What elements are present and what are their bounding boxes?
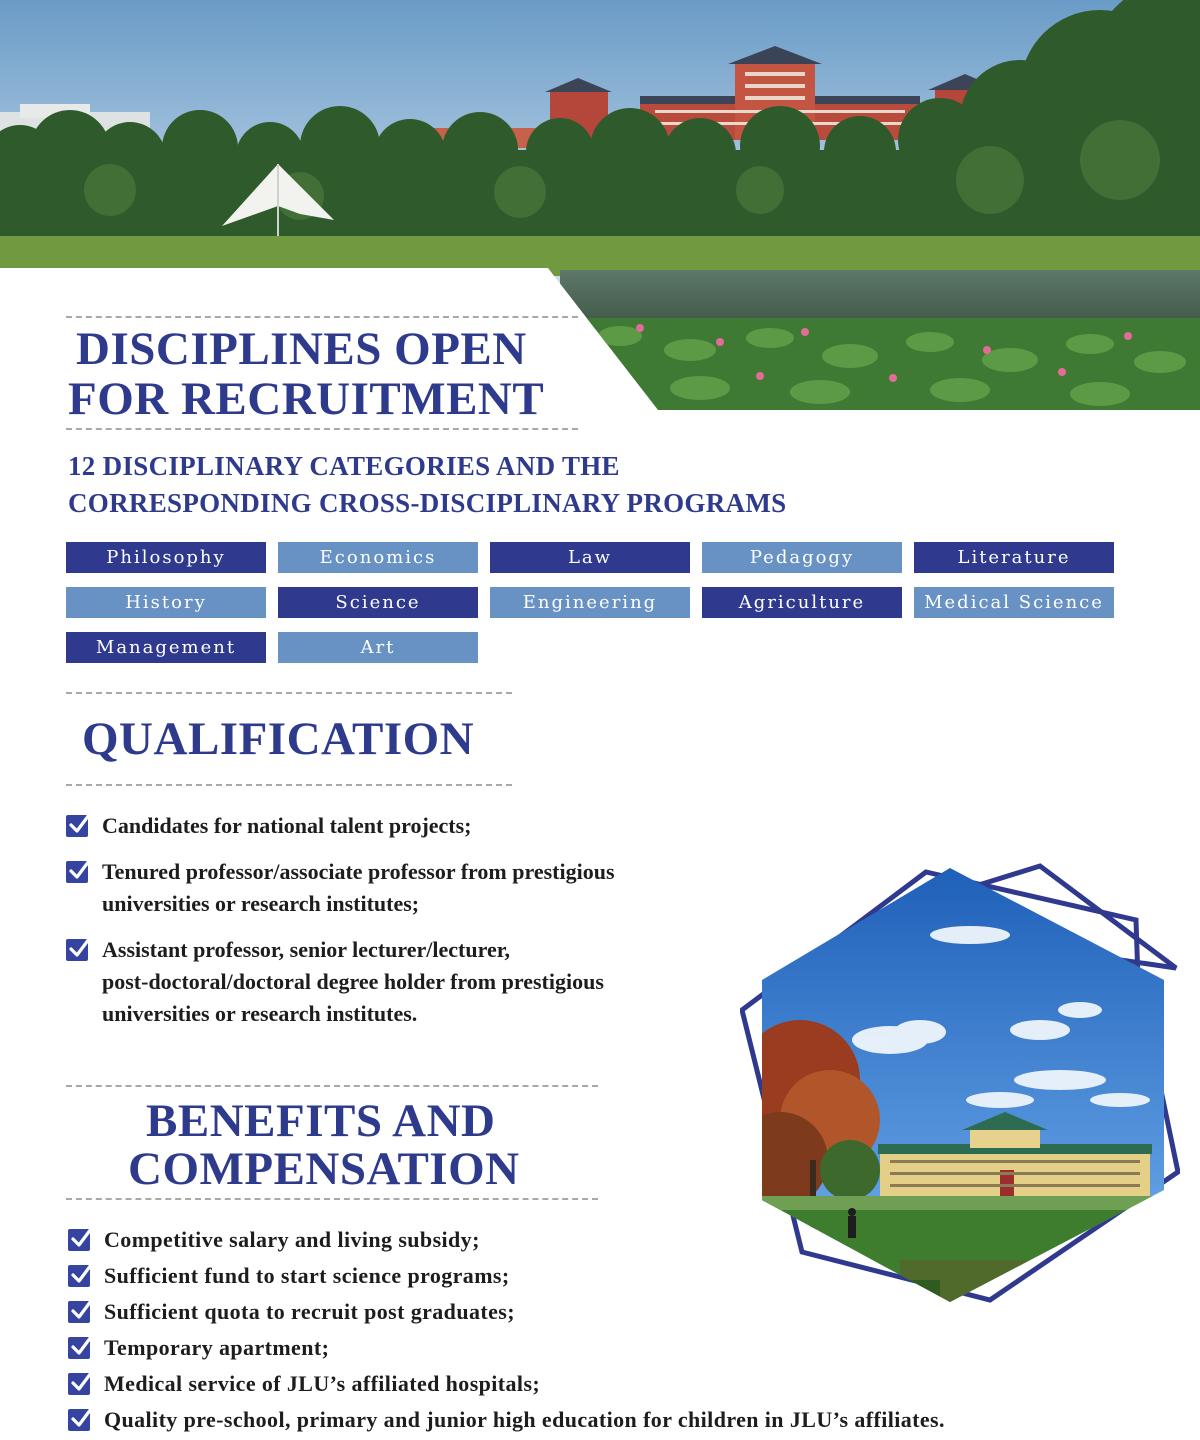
list-item: [66, 810, 766, 842]
divider: [66, 1085, 598, 1087]
qualification-title: QUALIFICATION: [82, 713, 475, 765]
checkbox-checked-icon: [66, 939, 88, 961]
item-text-line3: universities or research institutes.: [102, 1001, 418, 1026]
checkbox-checked-icon: [68, 1373, 90, 1395]
list-item: [68, 1222, 1188, 1258]
subtitle-line1: 12 DISCIPLINARY CATEGORIES AND THE: [68, 451, 620, 481]
benefits-title-line2: COMPENSATION: [128, 1143, 520, 1195]
checkbox-checked-icon: [66, 815, 88, 837]
checkbox-checked-icon: [66, 861, 88, 883]
tag-law: Law: [490, 542, 690, 573]
item-text: Sufficient quota to recruit post graduates;: [104, 1299, 515, 1324]
tag-economics: Economics: [278, 542, 478, 573]
tag-literature: Literature: [914, 542, 1114, 573]
item-text: Medical service of JLU’s affiliated hospitals;: [104, 1371, 541, 1396]
tag-management: Management: [66, 632, 266, 663]
list-item: [68, 1402, 1188, 1438]
list-item: [68, 1294, 1188, 1330]
disciplines-subtitle: [68, 448, 968, 522]
tag-pedagogy: Pedagogy: [702, 542, 902, 573]
qualification-list: [66, 810, 766, 1044]
list-item: [66, 934, 766, 1030]
divider: [66, 692, 512, 694]
tag-science: Science: [278, 587, 478, 618]
divider: [66, 1198, 598, 1200]
subtitle-line2: CORRESPONDING CROSS-DISCIPLINARY PROGRAMS: [68, 488, 787, 518]
benefits-title-line1: BENEFITS AND: [146, 1095, 496, 1147]
checkbox-checked-icon: [68, 1265, 90, 1287]
checkbox-checked-icon: [68, 1409, 90, 1431]
benefits-list: [68, 1222, 1188, 1438]
item-text-line2: universities or research institutes;: [102, 891, 420, 916]
divider: [66, 428, 578, 430]
item-text-line2: post-doctoral/doctoral degree holder from prestigious: [102, 969, 604, 994]
divider: [66, 784, 512, 786]
tag-philosophy: Philosophy: [66, 542, 266, 573]
item-text: Temporary apartment;: [104, 1335, 330, 1360]
discipline-tag-grid: [66, 542, 1126, 663]
item-text: Quality pre-school, primary and junior high education for children in JLU’s affiliates.: [104, 1407, 945, 1432]
item-text: Sufficient fund to start science programs;: [104, 1263, 510, 1288]
item-text-line1: Tenured professor/associate professor from prestigious: [102, 859, 615, 884]
checkbox-checked-icon: [68, 1337, 90, 1359]
checkbox-checked-icon: [68, 1301, 90, 1323]
tag-history: History: [66, 587, 266, 618]
divider: [66, 316, 578, 318]
item-text: Candidates for national talent projects;: [102, 813, 472, 838]
list-item: [68, 1366, 1188, 1402]
list-item: [66, 856, 766, 920]
item-text-line1: Assistant professor, senior lecturer/lecturer,: [102, 937, 510, 962]
tag-art: Art: [278, 632, 478, 663]
disciplines-title-line2: FOR RECRUITMENT: [68, 373, 545, 425]
tag-medical-science: Medical Science: [914, 587, 1114, 618]
list-item: [68, 1330, 1188, 1366]
tag-agriculture: Agriculture: [702, 587, 902, 618]
checkbox-checked-icon: [68, 1229, 90, 1251]
item-text: Competitive salary and living subsidy;: [104, 1227, 480, 1252]
list-item: [68, 1258, 1188, 1294]
tag-engineering: Engineering: [490, 587, 690, 618]
disciplines-title-line1: DISCIPLINES OPEN: [76, 323, 527, 375]
